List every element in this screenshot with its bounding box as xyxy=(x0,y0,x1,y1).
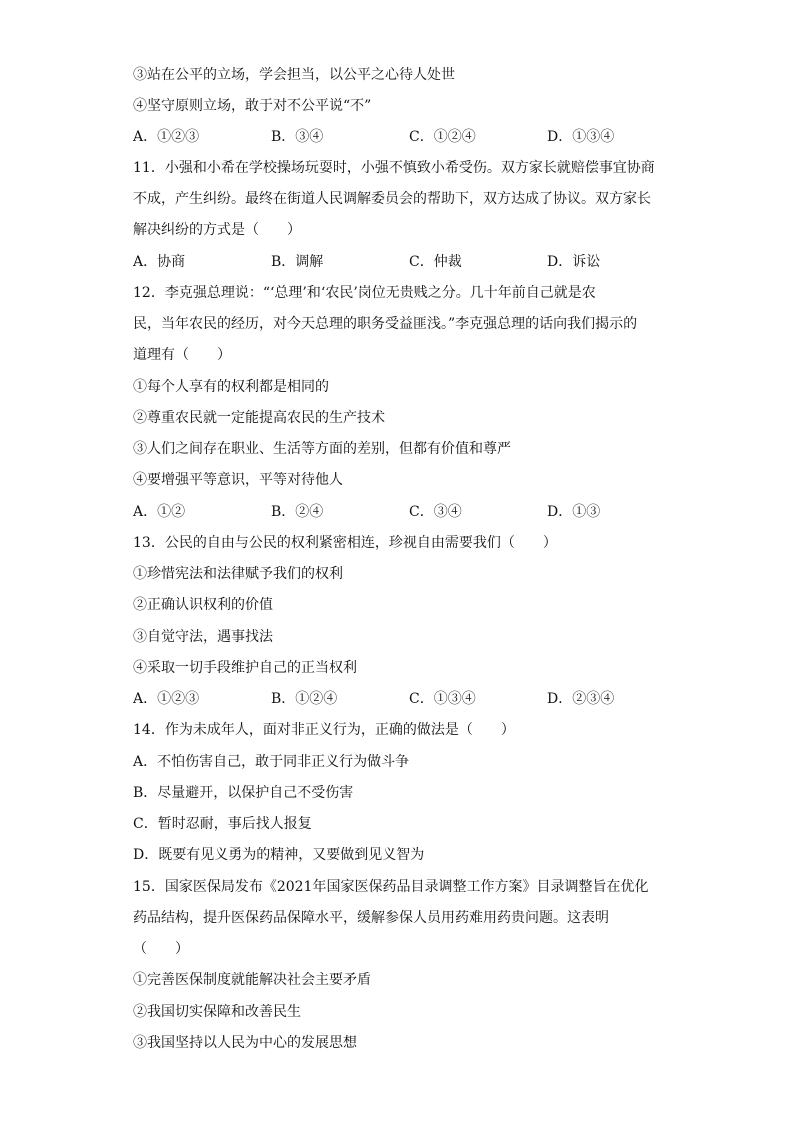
q11-stem-line-1: 11．小强和小希在学校操场玩耍时，小强不慎致小希受伤。双方家长就赔偿事宜协商 xyxy=(133,160,655,176)
option-a: A．①②③ xyxy=(133,691,200,707)
q14-option-d: D．既要有见义勇为的精神，又要做到见义智为 xyxy=(133,847,425,863)
q12-stem-line-2: 民，当年农民的经历，对今天总理的职务受益匪浅。”李克强总理的话向我们揭示的 xyxy=(133,316,638,332)
q11-answer-options xyxy=(133,252,693,272)
option-d: D．①③ xyxy=(547,504,601,520)
q10-answer-options xyxy=(133,127,693,147)
q15-statement-1: ①完善医保制度就能解决社会主要矛盾 xyxy=(133,972,371,988)
q12-statement-4: ④要增强平等意识，平等对待他人 xyxy=(133,472,343,488)
option-b: B．①②④ xyxy=(271,691,338,707)
option-b: B．③④ xyxy=(271,129,324,145)
q13-statement-2: ②正确认识权利的价值 xyxy=(133,597,273,613)
q14-option-b: B．尽量避开，以保护自己不受伤害 xyxy=(133,785,354,801)
option-d: D．②③④ xyxy=(547,691,615,707)
q15-stem-line-3: （ ） xyxy=(133,941,189,957)
q13-statement-3: ③自觉守法，遇事找法 xyxy=(133,629,273,645)
q11-stem-line-3: 解决纠纷的方式是（ ） xyxy=(133,222,301,238)
q13-answer-options xyxy=(133,689,693,709)
option-a: A．①② xyxy=(133,504,186,520)
q15-stem-line-2: 药品结构，提升医保药品保障水平，缓解参保人员用药难用药贵问题。这表明 xyxy=(133,910,609,926)
option-b: B．②④ xyxy=(271,504,324,520)
q11-stem-line-2: 不成，产生纠纷。最终在街道人民调解委员会的帮助下，双方达成了协议。双方家长 xyxy=(133,191,651,207)
q14-stem: 14．作为未成年人，面对非正义行为，正确的做法是（ ） xyxy=(133,722,515,738)
q12-stem-line-1: 12．李克强总理说：“‘总理’和‘农民’岗位无贵贱之分。几十年前自己就是农 xyxy=(133,285,596,301)
q15-statement-3: ③我国坚持以人民为中心的发展思想 xyxy=(133,1035,357,1051)
option-d: D．诉讼 xyxy=(547,254,601,270)
q12-answer-options xyxy=(133,502,693,522)
q13-statement-4: ④采取一切手段维护自己的正当权利 xyxy=(133,660,357,676)
q12-statement-3: ③人们之间存在职业、生活等方面的差别，但都有价值和尊严 xyxy=(133,441,511,457)
q13-stem: 13．公民的自由与公民的权利紧密相连，珍视自由需要我们（ ） xyxy=(133,535,557,551)
option-d: D．①③④ xyxy=(547,129,615,145)
q14-option-c: C．暂时忍耐，事后找人报复 xyxy=(133,816,312,832)
q12-stem-line-3: 道理有（ ） xyxy=(133,347,231,363)
q12-statement-2: ②尊重农民就一定能提高农民的生产技术 xyxy=(133,410,385,426)
option-c: C．③④ xyxy=(409,504,462,520)
option-statement-4: ④坚守原则立场，敢于对不公平说“不” xyxy=(133,98,372,114)
option-a: A．协商 xyxy=(133,254,186,270)
option-b: B．调解 xyxy=(271,254,324,270)
q15-stem-line-1: 15．国家医保局发布《2021年国家医保药品目录调整工作方案》目录调整旨在优化 xyxy=(133,879,649,895)
option-statement-3: ③站在公平的立场，学会担当，以公平之心待人处世 xyxy=(133,67,455,83)
option-c: C．仲裁 xyxy=(409,254,462,270)
q13-statement-1: ①珍惜宪法和法律赋予我们的权利 xyxy=(133,566,343,582)
option-c: C．①③④ xyxy=(409,691,476,707)
q12-statement-1: ①每个人享有的权利都是相同的 xyxy=(133,379,329,395)
q14-option-a: A．不怕伤害自己，敢于同非正义行为做斗争 xyxy=(133,754,410,770)
option-c: C．①②④ xyxy=(409,129,476,145)
option-a: A．①②③ xyxy=(133,129,200,145)
q15-statement-2: ②我国切实保障和改善民生 xyxy=(133,1004,301,1020)
